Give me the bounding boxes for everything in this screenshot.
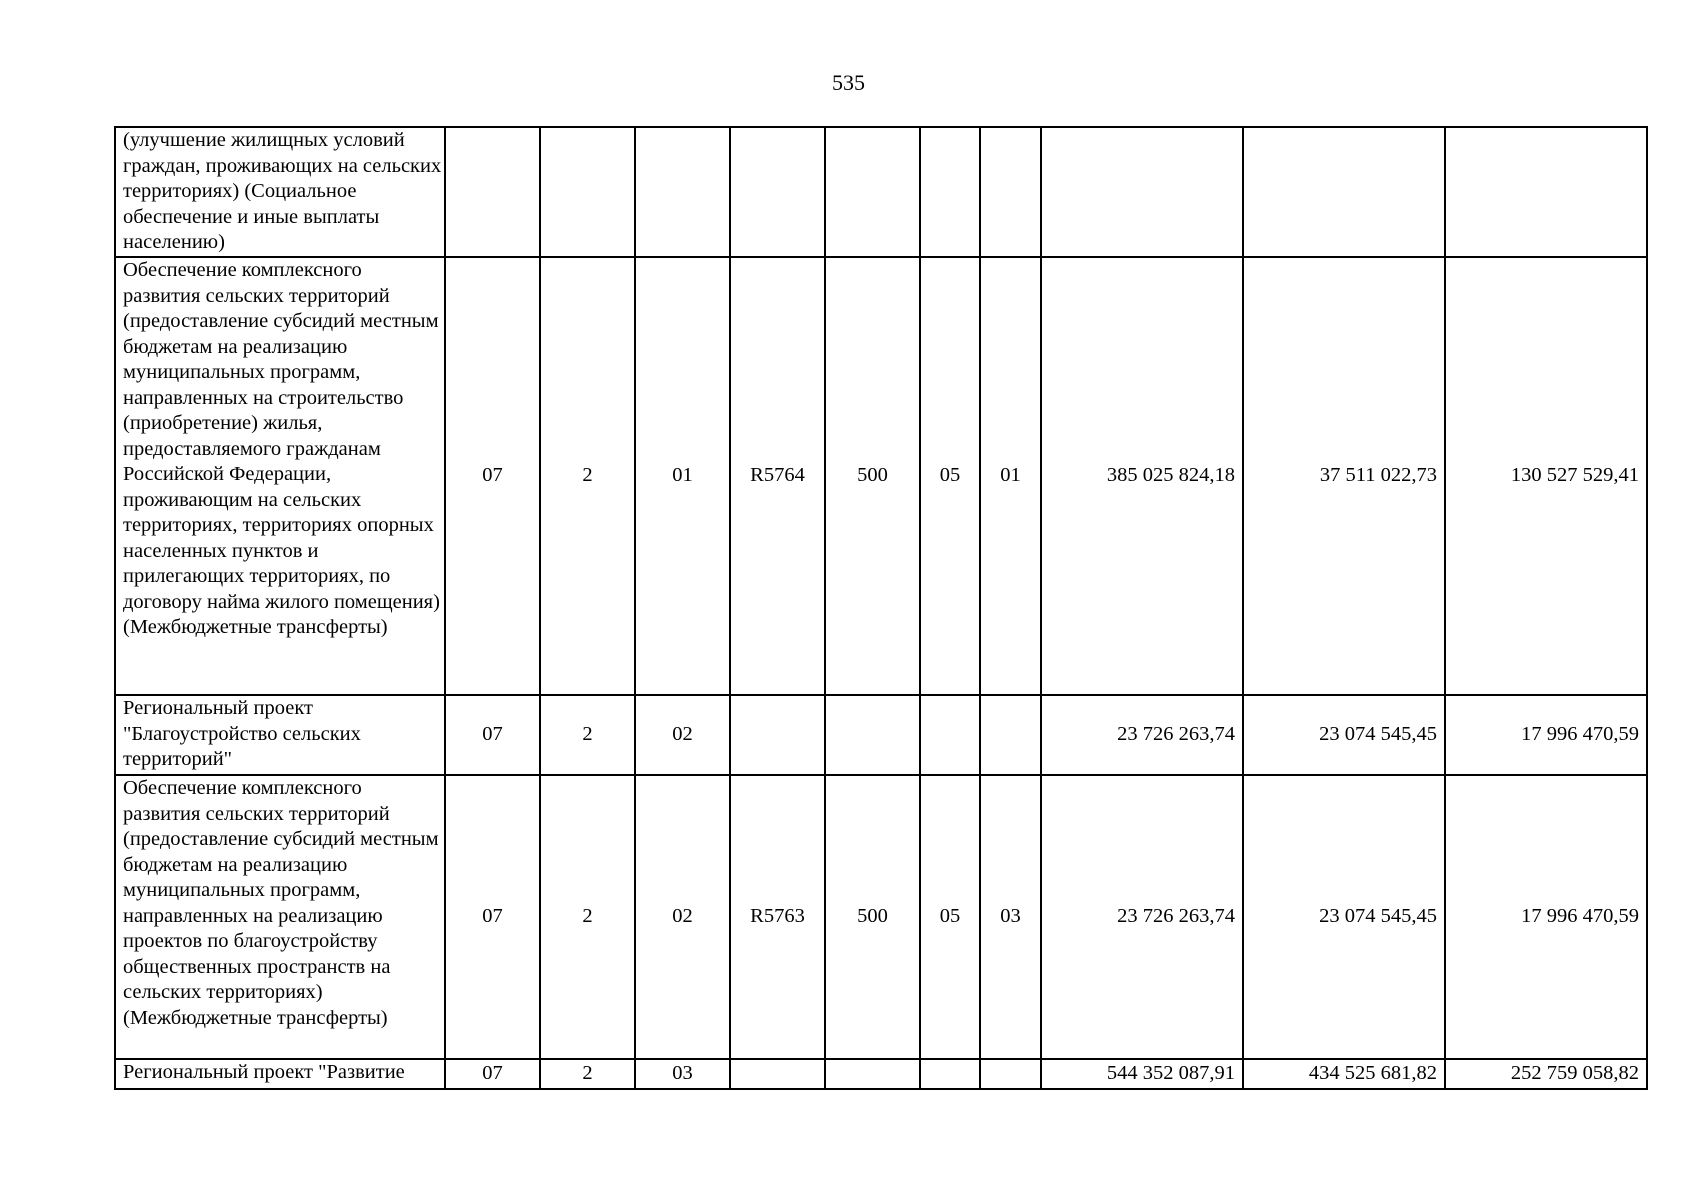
row-name-cell: Обеспечение комплексного развития сельских территорий (предоставление субсидий местным бюджетам на реализацию муниципальных программ, направленных на строительство (приобретение) жилья, предоставляемого гражданам Российской Федерации, проживающим на сельских территориях, территориях опорных населенных пунктов и прилегающих территориях, по договору найма жилого помещения) (Межбюджетные трансферты) <box>115 257 445 695</box>
direction-code-cell <box>730 1059 825 1089</box>
direction-code-cell <box>730 127 825 257</box>
amount-2-cell: 37 511 022,73 <box>1243 257 1445 695</box>
amount-2-cell: 434 525 681,82 <box>1243 1059 1445 1089</box>
section-cell: 05 <box>920 257 980 695</box>
subsection-cell <box>980 695 1041 775</box>
table-row <box>115 1059 1647 1089</box>
table-row <box>115 775 1647 1059</box>
row-name-cell: Региональный проект "Благоустройство сельских территорий" <box>115 695 445 775</box>
amount-2-cell <box>1243 127 1445 257</box>
direction-code-cell: R5764 <box>730 257 825 695</box>
subprogram-code-cell: 2 <box>540 257 635 695</box>
section-cell <box>920 127 980 257</box>
subsection-cell: 03 <box>980 775 1041 1059</box>
table-row <box>115 695 1647 775</box>
amount-2-cell: 23 074 545,45 <box>1243 775 1445 1059</box>
direction-code-cell <box>730 695 825 775</box>
row-name-cell: Обеспечение комплексного развития сельских территорий (предоставление субсидий местным бюджетам на реализацию муниципальных программ, направленных на реализацию проектов по благоустройству общественных пространств на сельских территориях) (Межбюджетные трансферты) <box>115 775 445 1059</box>
amount-3-cell <box>1445 127 1647 257</box>
amount-1-cell: 385 025 824,18 <box>1041 257 1243 695</box>
amount-1-cell <box>1041 127 1243 257</box>
event-code-cell: 02 <box>635 775 730 1059</box>
amount-3-cell: 17 996 470,59 <box>1445 775 1647 1059</box>
expense-type-cell: 500 <box>825 257 920 695</box>
program-code-cell: 07 <box>445 1059 540 1089</box>
subprogram-code-cell: 2 <box>540 1059 635 1089</box>
expense-type-cell <box>825 1059 920 1089</box>
section-cell <box>920 695 980 775</box>
expense-type-cell <box>825 695 920 775</box>
subprogram-code-cell: 2 <box>540 695 635 775</box>
amount-3-cell: 130 527 529,41 <box>1445 257 1647 695</box>
row-name-cell: (улучшение жилищных условий граждан, проживающих на сельских территориях) (Социальное обеспечение и иные выплаты населению) <box>115 127 445 257</box>
event-code-cell: 01 <box>635 257 730 695</box>
event-code-cell: 02 <box>635 695 730 775</box>
subsection-cell: 01 <box>980 257 1041 695</box>
table-row <box>115 257 1647 695</box>
event-code-cell: 03 <box>635 1059 730 1089</box>
amount-3-cell: 252 759 058,82 <box>1445 1059 1647 1089</box>
subsection-cell <box>980 127 1041 257</box>
program-code-cell: 07 <box>445 695 540 775</box>
section-cell <box>920 1059 980 1089</box>
amount-1-cell: 544 352 087,91 <box>1041 1059 1243 1089</box>
budget-table <box>114 126 1648 1090</box>
amount-1-cell: 23 726 263,74 <box>1041 775 1243 1059</box>
expense-type-cell: 500 <box>825 775 920 1059</box>
subsection-cell <box>980 1059 1041 1089</box>
subprogram-code-cell: 2 <box>540 775 635 1059</box>
direction-code-cell: R5763 <box>730 775 825 1059</box>
section-cell: 05 <box>920 775 980 1059</box>
subprogram-code-cell <box>540 127 635 257</box>
program-code-cell: 07 <box>445 775 540 1059</box>
event-code-cell <box>635 127 730 257</box>
expense-type-cell <box>825 127 920 257</box>
program-code-cell <box>445 127 540 257</box>
row-name-cell: Региональный проект "Развитие <box>115 1059 445 1089</box>
table-row <box>115 127 1647 257</box>
amount-3-cell: 17 996 470,59 <box>1445 695 1647 775</box>
program-code-cell: 07 <box>445 257 540 695</box>
amount-2-cell: 23 074 545,45 <box>1243 695 1445 775</box>
amount-1-cell: 23 726 263,74 <box>1041 695 1243 775</box>
page-number: 535 <box>832 70 865 95</box>
